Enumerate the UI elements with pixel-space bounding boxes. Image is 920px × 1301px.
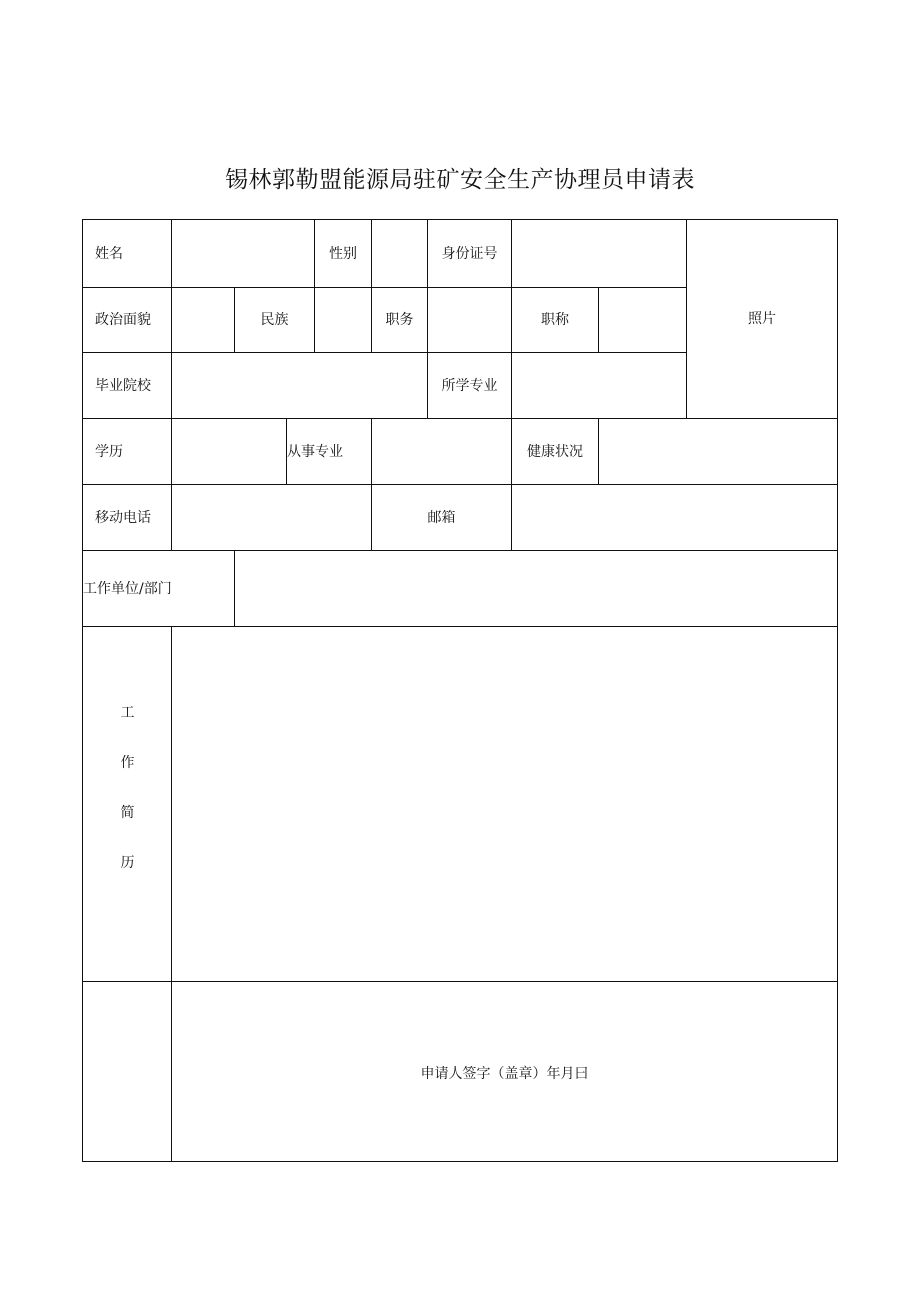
resume-char: 作 bbox=[120, 755, 135, 771]
political-status-field[interactable] bbox=[172, 288, 234, 352]
id-number-field[interactable] bbox=[512, 220, 686, 287]
profession-field[interactable] bbox=[372, 419, 511, 484]
position-label: 职务 bbox=[385, 312, 414, 328]
resume-char: 历 bbox=[120, 855, 135, 871]
grid-line bbox=[82, 1161, 838, 1162]
grid-line bbox=[837, 219, 838, 1162]
resume-label bbox=[83, 627, 172, 981]
education-field[interactable] bbox=[172, 419, 286, 484]
mobile-field[interactable] bbox=[172, 485, 371, 550]
ethnicity-label: 民族 bbox=[260, 312, 289, 328]
education-label: 学历 bbox=[95, 443, 123, 460]
email-field[interactable] bbox=[512, 485, 837, 550]
ethnicity-field[interactable] bbox=[315, 288, 371, 352]
name-label: 姓名 bbox=[95, 245, 123, 262]
form-title: 锡林郭勒盟能源局驻矿安全生产协理员申请表 bbox=[225, 167, 695, 193]
resume-field[interactable] bbox=[172, 627, 837, 981]
resume-char: 工 bbox=[120, 705, 135, 721]
signature-line[interactable]: 申请人签字（盖章）年月曰 bbox=[420, 1065, 589, 1082]
school-label: 毕业院校 bbox=[95, 377, 151, 394]
mobile-label: 移动电话 bbox=[95, 509, 151, 526]
photo-box[interactable]: 照片 bbox=[748, 311, 776, 327]
health-label: 健康状况 bbox=[527, 443, 583, 460]
political-status-label: 政治面貌 bbox=[95, 312, 151, 328]
gender-field[interactable] bbox=[372, 220, 427, 287]
major-field[interactable] bbox=[512, 353, 686, 418]
profession-label: 从事专业 bbox=[287, 443, 343, 460]
email-label: 邮箱 bbox=[427, 509, 456, 526]
major-label: 所学专业 bbox=[441, 377, 498, 394]
position-field[interactable] bbox=[428, 288, 511, 352]
title-label: 职称 bbox=[541, 312, 569, 328]
resume-char: 简 bbox=[120, 805, 135, 821]
remarks-label bbox=[83, 982, 171, 1161]
title-field[interactable] bbox=[599, 288, 686, 352]
work-unit-field[interactable] bbox=[235, 551, 837, 626]
gender-label: 性别 bbox=[329, 245, 357, 262]
health-field[interactable] bbox=[599, 419, 837, 484]
work-unit-label: 工作单位/部门 bbox=[83, 580, 172, 597]
name-field[interactable] bbox=[172, 220, 314, 287]
school-field[interactable] bbox=[172, 353, 427, 418]
id-number-label: 身份证号 bbox=[441, 245, 498, 262]
